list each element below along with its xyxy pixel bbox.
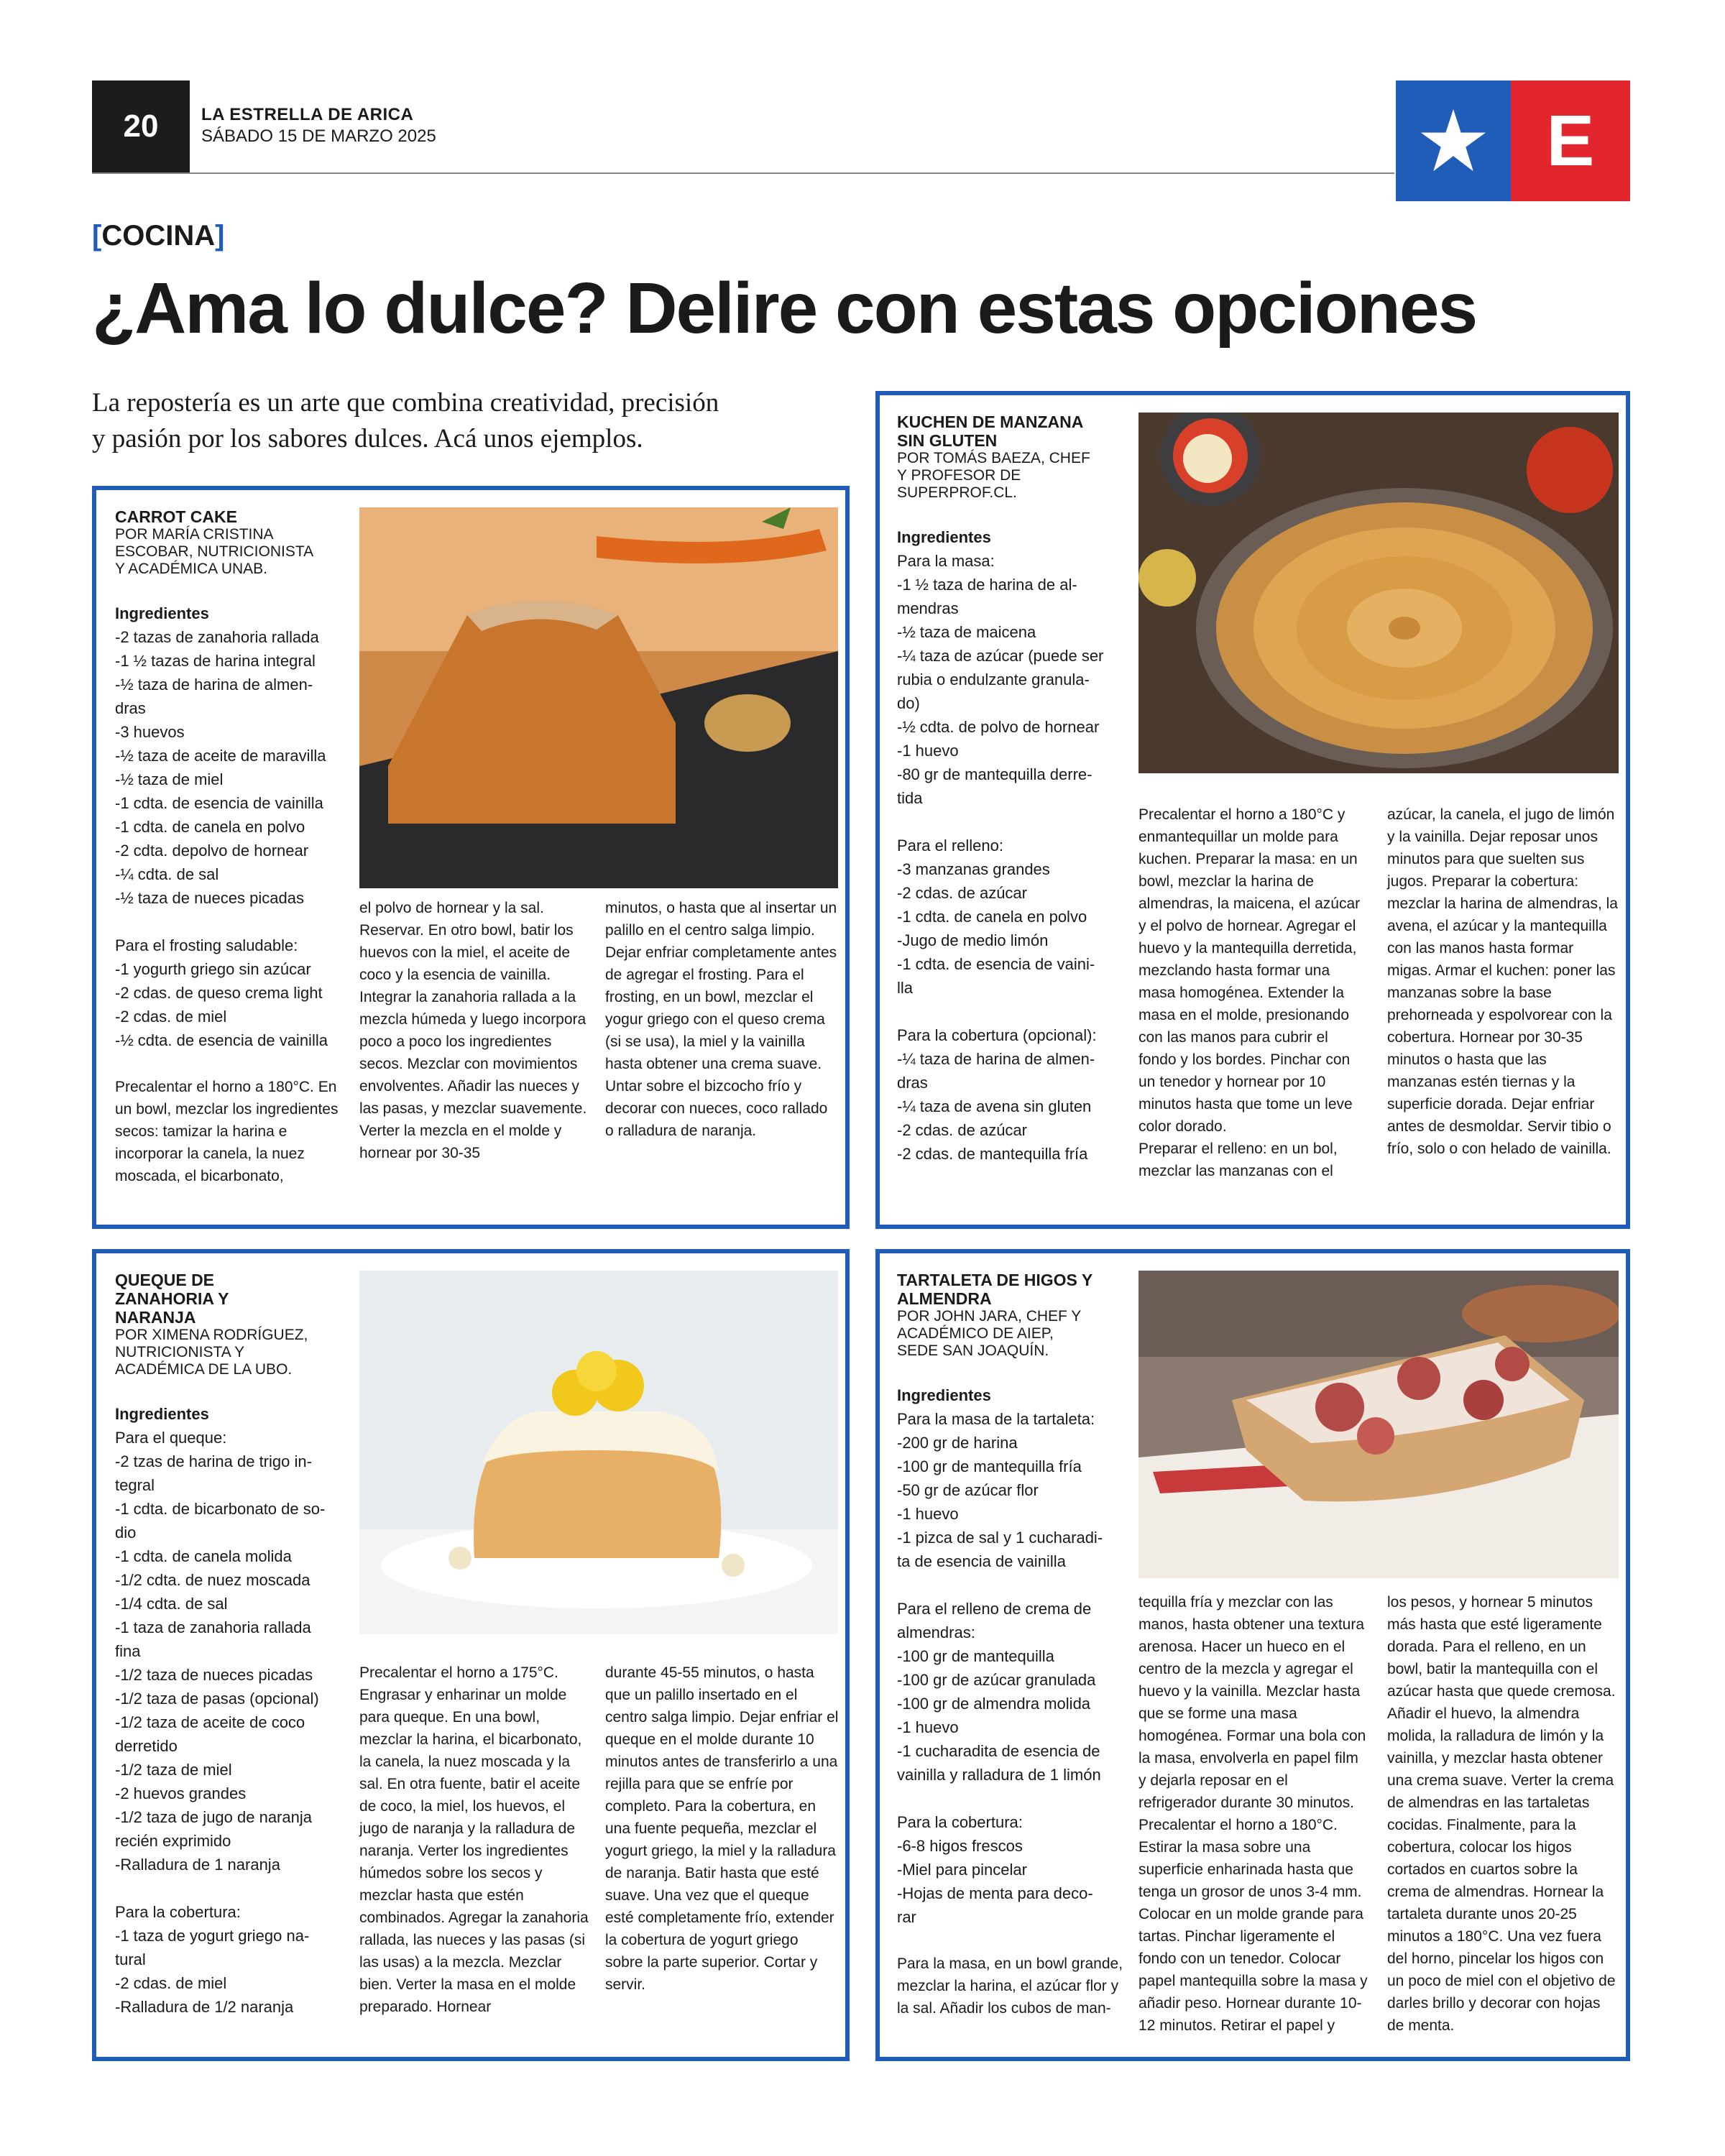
subsection-label: Para el frosting saludable: <box>115 936 298 954</box>
recipe-box-tartaleta <box>875 1249 1630 2061</box>
kuchen-ingredients-column: KUCHEN DE MANZANA SIN GLUTEN POR TOMÁS BAEZA, CHEF Y PROFESOR DE SUPERPROF.CL. Ingredientes Para la masa: -1 ½ taza de harina de al- mendras -½ taza de maicena -¼ taza de azúcar (puede ser rubia o endulzante granula- do) -½ cdta. de polvo de hornear -1 huevo -80 gr de mantequilla derre- tida Para el relleno: -3 manzanas grandes -2 cdas. de azúcar -1 cdta. de canela en polvo -Jugo de medio limón -1 cdta. de esencia de vaini- lla Para la cobertura (opcional): -¼ taza de harina de almen- dras -¼ taza de avena sin gluten -2 cdas. de azúcar -2 cdas. de mantequilla fría <box>897 413 1124 1166</box>
apple-kuchen-photo <box>1138 413 1619 773</box>
recipe-title: TARTALETA DE HIGOS Y <box>897 1271 1093 1289</box>
ingredients-label: Ingredientes <box>897 1386 991 1404</box>
subsection-label: Para la masa de la tartaleta: <box>897 1410 1095 1428</box>
ingredients-label: Ingredientes <box>115 1405 209 1423</box>
ingredients-label: Ingredientes <box>115 604 209 622</box>
carrot-ingredients-column: CARROT CAKE POR MARÍA CRISTINA ESCOBAR, NUTRICIONISTA Y ACADÉMICA UNAB. Ingredientes -2 tazas de zanahoria rallada -1 ½ tazas de harina integral -½ taza de harina de almen- dras -3 huevos -½ taza de aceite de maravilla -½ taza de miel -1 cdta. de esencia de vainilla -1 cdta. de canela en polvo -2 cdta. depolvo de hornear -¼ cdta. de sal -½ taza de nueces picadas Para el frosting saludable: -1 yogurth griego sin azúcar -2 cdas. de queso crema light -2 cdas. de miel -½ cdta. de esencia de vainilla Precalentar el horno a 180°C. En un bowl, mezclar los ingredientes secos: tamizar la harina e incorporar la canela, la nuez moscada, el bicarbonato, <box>115 507 352 1187</box>
kuchen-prep-col2: Precalentar el horno a 180°C y enmantequillar un molde para kuchen. Preparar la masa: en un bowl, mezclar la harina de almendras, la maicena, el azúcar y el polvo de hornear. Agregar el huevo y la mantequilla derretida, mezclando hasta formar una masa homogénea. Extender la masa en el molde, presionando con las manos para cubrir el fondo y los bordes. Pinchar con un tenedor y hornear por 10 minutos hasta que tome un leve color dorado. Preparar el relleno: en un bol, mezclar las manzanas con el <box>1138 806 1361 1179</box>
ingredient-line: -2 tazas de zanahoria rallada <box>115 628 319 646</box>
recipe-box-carrot-cake <box>92 486 850 1229</box>
recipe-byline: POR MARÍA CRISTINA <box>115 526 274 543</box>
logo-star-block <box>1396 80 1511 201</box>
star-icon <box>1419 106 1488 175</box>
subsection-label: Para la masa: <box>897 552 995 570</box>
subsection-label: Para el queque: <box>115 1429 227 1447</box>
subsection-label: Para la cobertura: <box>115 1903 241 1921</box>
tartaleta-prep-col3: los pesos, y hornear 5 minutos más hasta que esté ligeramente dorada. Para el relleno, en un bowl, batir la mantequilla con el azúcar hasta que quede cremosa. Añadir el huevo, la almendra molida, la ralladura de limón y la vainilla, y mezclar hasta obtener una crema suave. Verter la crema de almendras en las tartaletas cocidas. Finalmente, para la cobertura, colocar los higos cortados en cuartos sobre la crema de almendras. Hornear la tartaleta durante unos 20-25 minutos a 180°C. Una vez fuera del horno, pincelar los higos con un poco de miel con el objetivo de darles brillo y decorar con hojas de menta. <box>1387 1594 1616 2034</box>
subsection-label: Para el relleno: <box>897 837 1003 854</box>
page-number: 20 <box>92 80 190 172</box>
page-header <box>92 80 1394 174</box>
recipe-box-queque <box>92 1249 850 2061</box>
section-kicker: [COCINA] <box>92 220 225 252</box>
logo-letter: E <box>1511 80 1630 201</box>
queque-prep-col3: durante 45-55 minutos, o hasta que un palillo insertado en el centro salga limpio. Dejar enfriar el queque en el molde durante 10 minutos antes de transferirlo a una rejilla para que se enfríe por completo. Para la cobertura, en una fuente pequeña, mezclar el yogurt griego, la miel y la ralladura de naranja. Batir hasta que esté suave. Una vez que el queque esté completamente frío, extender la cobertura de yogurt griego sobre la parte superior. Cortar y servir. <box>605 1664 839 1993</box>
recipe-byline: POR JOHN JARA, CHEF Y <box>897 1308 1082 1325</box>
recipe-box-kuchen <box>875 391 1630 1229</box>
recipe-title: QUEQUE DE <box>115 1271 215 1289</box>
carrot-cake-photo <box>359 507 838 888</box>
fig-tart-photo <box>1138 1271 1619 1578</box>
preparation-text: Precalentar el horno a 180°C. En un bowl, mezclar los ingredientes secos: tamizar la harina e incorporar la canela, la nuez moscada, el bicarbonato, <box>115 1079 339 1184</box>
recipe-byline: POR TOMÁS BAEZA, CHEF <box>897 450 1090 466</box>
subsection-label: Para la cobertura: <box>897 1813 1023 1831</box>
carrot-prep-col2: el polvo de hornear y la sal. Reservar. En otro bowl, batir los huevos con la miel, el aceite de coco y la esencia de vainilla. Integrar la zanahoria rallada a la mezcla húmeda y luego incorpora poco a poco los ingredientes secos. Mezclar con movimientos envolventes. Añadir las nueces y las pasas, y mezclar suavemente. Verter la mezcla en el molde y hornear por 30-35 <box>359 900 587 1161</box>
recipe-title: KUCHEN DE MANZANA <box>897 413 1084 431</box>
carrot-prep-col3: minutos, o hasta que al insertar un palillo en el centro salga limpio. Dejar enfriar completamente antes de agregar el frosting. Para el frosting, en un bowl, mezclar el yogur griego con el queso crema (si se usa), la miel y la vainilla hasta obtener una crema suave. Untar sobre el bizcocho frío y decorar con nueces, coco rallado o ralladura de naranja. <box>605 900 837 1139</box>
publication-name: LA ESTRELLA DE ARICA <box>201 105 414 124</box>
recipe-byline: POR XIMENA RODRÍGUEZ, <box>115 1327 308 1343</box>
subsection-label: Para el relleno de crema de <box>897 1600 1092 1618</box>
ingredients-label: Ingredientes <box>897 528 991 546</box>
kuchen-prep-col3: azúcar, la canela, el jugo de limón y la vainilla. Dejar reposar unos minutos para que suelten sus jugos. Preparar la cobertura: mezclar la harina de almendras, la avena, el azúcar y la mantequilla con las manos hasta formar migas. Armar el kuchen: poner las manzanas sobre la base prehorneada y espolvorear con la cobertura. Hornear por 30-35 minutos o hasta que las manzanas estén tiernas y la superficie dorada. Dejar enfriar antes de desmoldar. Servir tibio o frío, solo o con helado de vainilla. <box>1387 806 1618 1157</box>
tartaleta-prep-col2: tequilla fría y mezclar con las manos, hasta obtener una textura arenosa. Hacer un hueco en el centro de la mezcla y agregar el huevo y la vainilla. Mezclar hasta que se forme una masa homogénea. Formar una bola con la masa, envolverla en papel film y dejarla reposar en el refrigerador durante 30 minutos. Precalentar el horno a 180°C. Estirar la masa sobre una superficie enharinada hasta que tenga un grosor de unos 3-4 mm. Colocar en un molde grande para tartas. Pinchar ligeramente el fondo con un tenedor. Colocar papel mantequilla sobre la masa y añadir peso. Hornear durante 10-12 minutos. Retirar el papel y <box>1138 1594 1368 2034</box>
headline: ¿Ama lo dulce? Delire con estas opciones <box>92 268 1477 349</box>
publication-date: SÁBADO 15 DE MARZO 2025 <box>201 126 436 146</box>
subsection-label: Para la cobertura (opcional): <box>897 1026 1097 1044</box>
tartaleta-ingredients-column: TARTALETA DE HIGOS Y ALMENDRA POR JOHN JARA, CHEF Y ACADÉMICO DE AIEP, SEDE SAN JOAQUÍN. Ingredientes Para la masa de la tartaleta: -200 gr de harina -100 gr de mantequilla fría -50 gr de azúcar flor -1 huevo -1 pizca de sal y 1 cucharadi- ta de esencia de vainilla Para el relleno de crema de almendras: -100 gr de mantequilla -100 gr de azúcar granulada -100 gr de almendra molida -1 huevo -1 cucharadita de esencia de vainilla y ralladura de 1 limón Para la cobertura: -6-8 higos frescos -Miel para pincelar -Hojas de menta para deco- rar Para la masa, en un bowl grande, mezclar la harina, el azúcar flor y la sal. Añadir los cubos de man- <box>897 1271 1124 2019</box>
orange-bundt-cake-photo <box>359 1271 838 1634</box>
section-name: COCINA <box>101 220 216 252</box>
queque-ingredients-column: QUEQUE DE ZANAHORIA Y NARANJA POR XIMENA RODRÍGUEZ, NUTRICIONISTA Y ACADÉMICA DE LA UBO. Ingredientes Para el queque: -2 tzas de harina de trigo in- tegral -1 cdta. de bicarbonato de so- dio -1 cdta. de canela molida -1/2 cdta. de nuez moscada -1/4 cdta. de sal -1 taza de zanahoria rallada fina -1/2 taza de nueces picadas -1/2 taza de pasas (opcional) -1/2 taza de aceite de coco derretido -1/2 taza de miel -2 huevos grandes -1/2 taza de jugo de naranja recién exprimido -Ralladura de 1 naranja Para la cobertura: -1 taza de yogurt griego na- tural -2 cdas. de miel -Ralladura de 1/2 naranja <box>115 1271 352 2019</box>
recipe-title: CARROT CAKE <box>115 507 237 526</box>
queque-prep-col2: Precalentar el horno a 175°C. Engrasar y enharinar un molde para queque. En una bowl, mezclar la harina, el bicarbonato, la canela, la nuez moscada y la sal. En otra fuente, batir el aceite de coco, la miel, los huevos, el jugo de naranja y la ralladura de naranja. Verter los ingredientes húmedos sobre los secos y mezclar hasta que estén combinados. Agregar la zanahoria rallada, las nueces y las pasas (si las usas) a la mezcla. Mezclar bien. Verter la masa en el molde preparado. Hornear <box>359 1664 589 2015</box>
preparation-text: Para la masa, en un bowl grande, mezclar la harina, el azúcar flor y la sal. Añadir los cubos de man- <box>897 1955 1123 2017</box>
lead-paragraph: La repostería es un arte que combina creatividad, precisión y pasión por los sabores dulces. Acá unos ejemplos. <box>92 388 719 453</box>
